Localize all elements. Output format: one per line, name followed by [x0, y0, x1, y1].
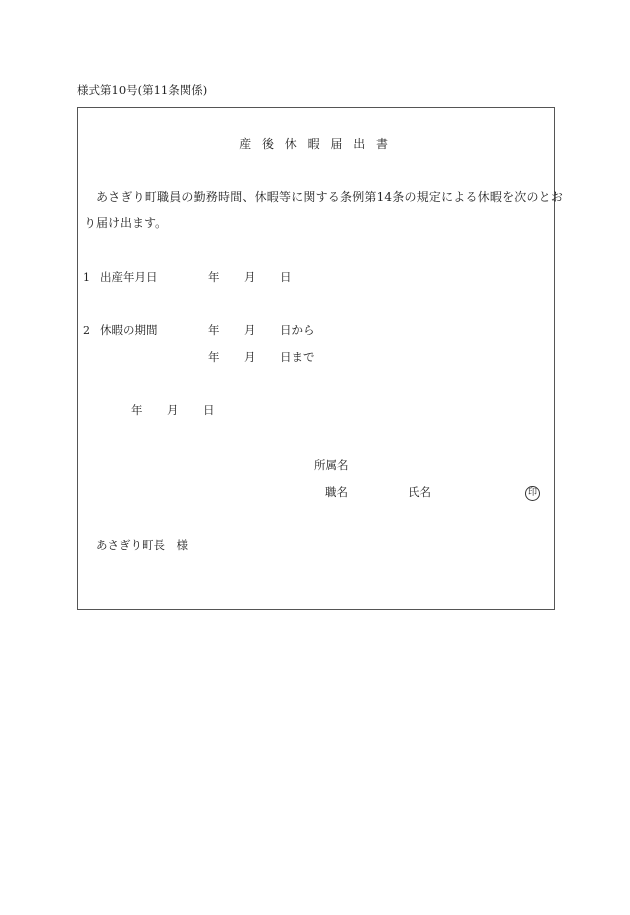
day-label: 日 — [203, 403, 215, 417]
month-label: 月 — [167, 403, 179, 417]
seal-icon: 印 — [525, 486, 540, 501]
from-month-label: 月 — [244, 323, 256, 337]
affiliation-label: 所属名 — [314, 458, 349, 472]
document-title: 産後休暇届出書 — [239, 137, 399, 151]
name-label: 氏名 — [408, 485, 431, 499]
position-label: 職名 — [325, 485, 348, 499]
year-label: 年 — [131, 403, 143, 417]
item-label: 休暇の期間 — [100, 323, 158, 337]
year-label: 年 — [208, 270, 220, 284]
form-number-label: 様式第10号(第11条関係) — [77, 83, 208, 97]
to-year-label: 年 — [208, 350, 220, 364]
body-text-line-1: あさぎり町職員の勤務時間、休暇等に関する条例第14条の規定による休暇を次のとお — [96, 190, 564, 204]
body-text-line-2: り届け出ます。 — [84, 216, 168, 230]
from-day-label: 日から — [280, 323, 315, 337]
month-label: 月 — [244, 270, 256, 284]
day-label: 日 — [280, 270, 292, 284]
to-month-label: 月 — [244, 350, 256, 364]
item-number: 1 — [83, 271, 90, 284]
item-number: 2 — [83, 324, 90, 337]
from-year-label: 年 — [208, 323, 220, 337]
item-label: 出産年月日 — [100, 270, 158, 284]
to-day-label: 日まで — [280, 350, 315, 364]
addressee: あさぎり町長 様 — [96, 538, 188, 552]
form-frame — [77, 107, 555, 610]
